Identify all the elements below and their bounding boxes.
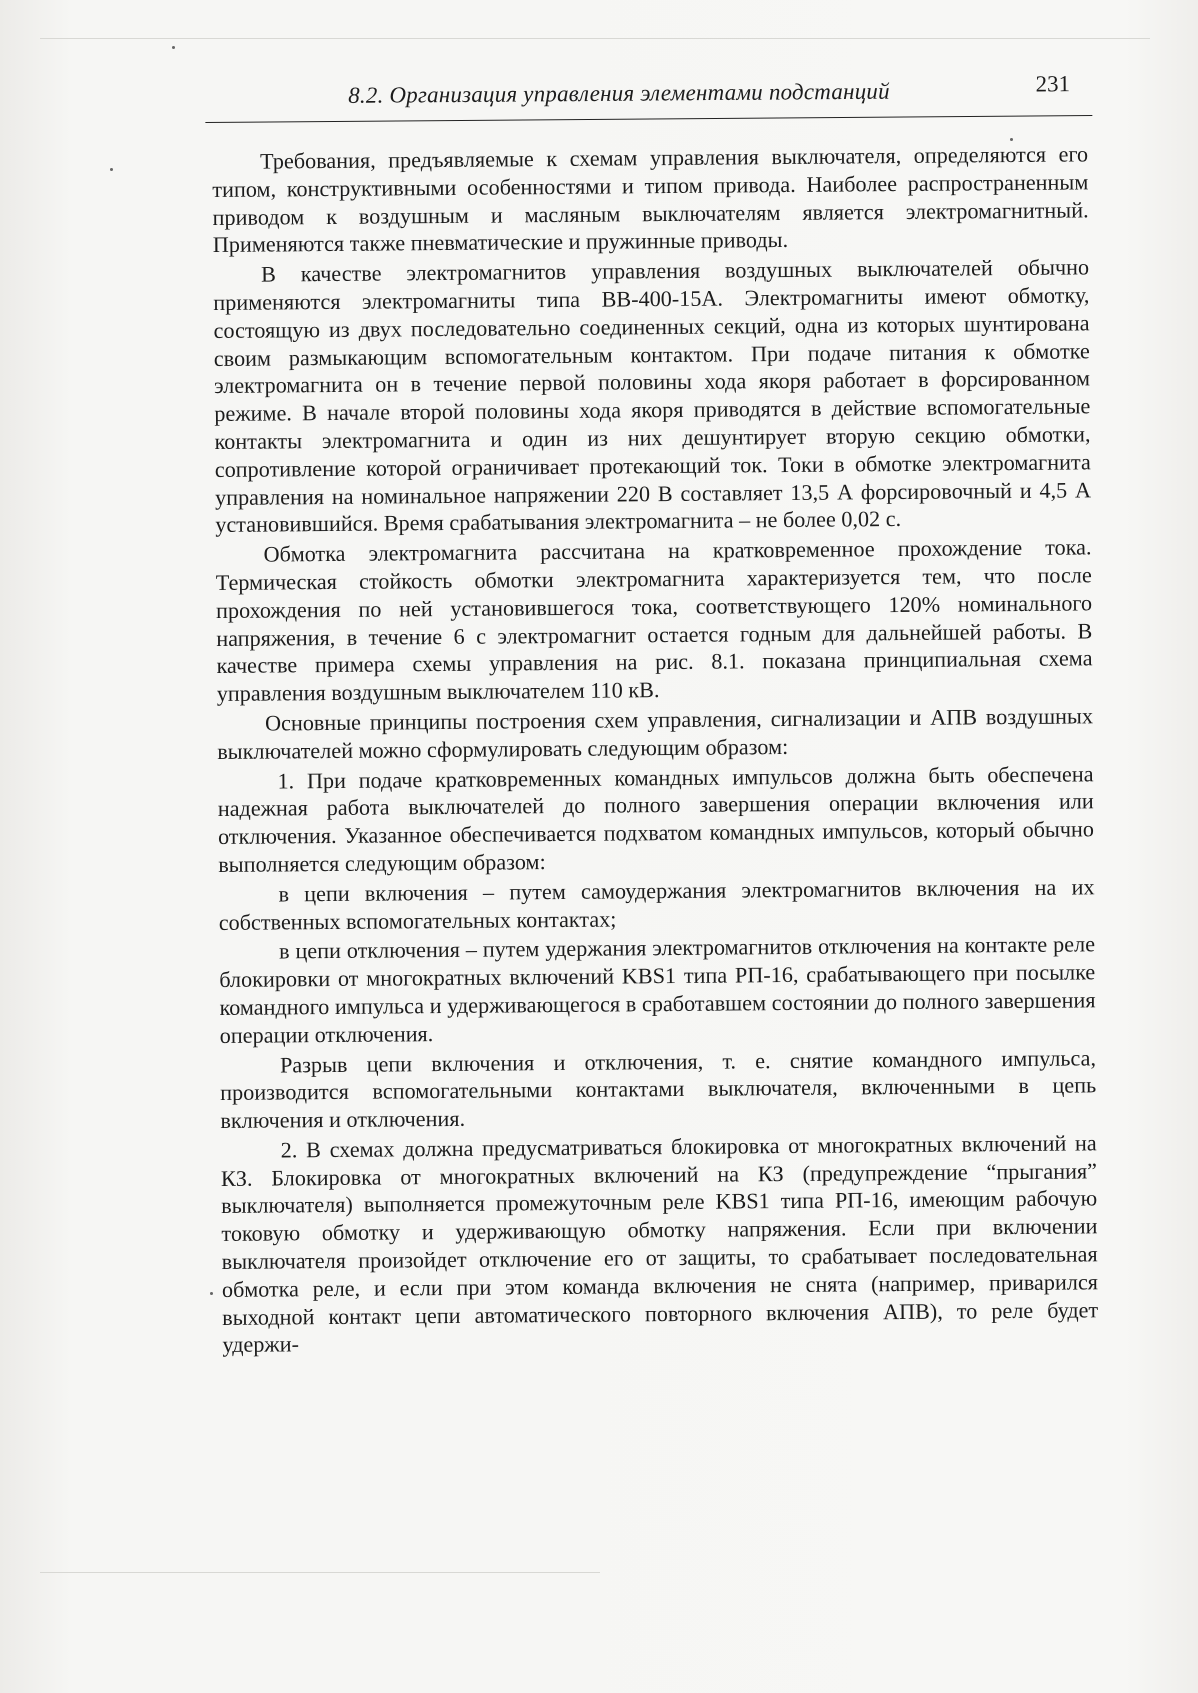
scan-artifact-line bbox=[40, 1572, 600, 1573]
scan-artifact-line bbox=[40, 38, 1150, 39]
paragraph: Обмотка электромагнита рассчитана на кратковременное прохождение тока. Термическая стойкость обмотки электромагнита характеризуется тем, что после прохождения по ней установившегося тока, соответствующего 120% номинального напряжения, в течение 6 с электромагнит остается годным для дальнейшей работы. В качестве примера схемы управления на рис. 8.1. показана принципиальная схема управления воздушным выключателем 110 кВ. bbox=[215, 534, 1093, 707]
list-item: 1. При подаче кратковременных командных импульсов должна быть обеспечена надежная работа выключателей до полного завершения операции включения или отключения. Указанное обеспечивается подхватом командных импульсов, который обычно выполняется следующим образом: bbox=[217, 760, 1095, 877]
paragraph: Основные принципы построения схем управления, сигнализации и АПВ воздушных выключателей можно сформулировать следующим образом: bbox=[217, 703, 1094, 764]
page-number: 231 bbox=[1035, 71, 1071, 97]
body-text bbox=[212, 140, 1099, 1361]
list-item: 2. В схемах должна предусматриваться блокировка от многократных включений на КЗ. Блокировка от многократных включений на КЗ (предупреждение “прыгания” выключателя) выполняется промежуточным реле KBS1 типа РП-16, имеющим рабочую токовую обмотку и удерживающую обмотку напряжения. Если при включении выключателя произойдет отключение его от защиты, то срабатывает последовательная обмотка реле, и если при этом команда включения не снята (например, приварился выходной контакт цепи автоматического повторного включения АПВ), то реле будет удержи- bbox=[220, 1130, 1099, 1358]
scan-speck bbox=[172, 46, 175, 49]
list-item: в цепи включения – путем самоудержания электромагнитов включения на их собственных вспомогательных контактах; bbox=[218, 874, 1095, 935]
paragraph: Разрыв цепи включения и отключения, т. е. снятие командного импульса, производится вспомогательными контактами выключателя, включенными в цепь включения и отключения. bbox=[220, 1044, 1097, 1134]
paragraph: Требования, предъявляемые к схемам управления выключателя, определяются его типом, конструктивными особенностями и типом привода. Наиболее распространенным приводом к воздушным и масляным выключателям является электромагнитный. Применяются также пневматические и пружинные приводы. bbox=[212, 141, 1089, 258]
running-title: 8.2. Организация управления элементами подстанций bbox=[348, 78, 890, 108]
page-header bbox=[205, 67, 1092, 123]
paragraph: В качестве электромагнитов управления воздушных выключателей обычно применяются электромагниты типа ВВ-400-15А. Электромагниты имеют обмотку, состоящую из двух последовательно соединенных секций, одна из которых шунтирована своим размыкающим вспомогательным контактом. При подаче питания к обмотке электромагнита он в течение первой половины хода якоря работает в форсированном режиме. В начале второй половины хода якоря приводятся в действие вспомогательные контакты электромагнита и один из них дешунтирует вторую секцию обмотки, сопротивление которой ограничивает протекающий ток. Токи в обмотке электромагнита управления на номинальное напряжении 220 В составляет 13,5 А форсировочный и 4,5 А установившийся. Время срабатывания электромагнита – не более 0,02 с. bbox=[213, 254, 1092, 538]
scan-speck bbox=[210, 1292, 213, 1295]
list-item: в цепи отключения – путем удержания электромагнитов отключения на контакте реле блокировки от многократных включений KBS1 типа РП-16, срабатывающего при посылке командного импульса и удерживающегося в сработавшем состоянии до полного завершения операции отключения. bbox=[219, 931, 1096, 1048]
scan-speck bbox=[110, 168, 113, 171]
